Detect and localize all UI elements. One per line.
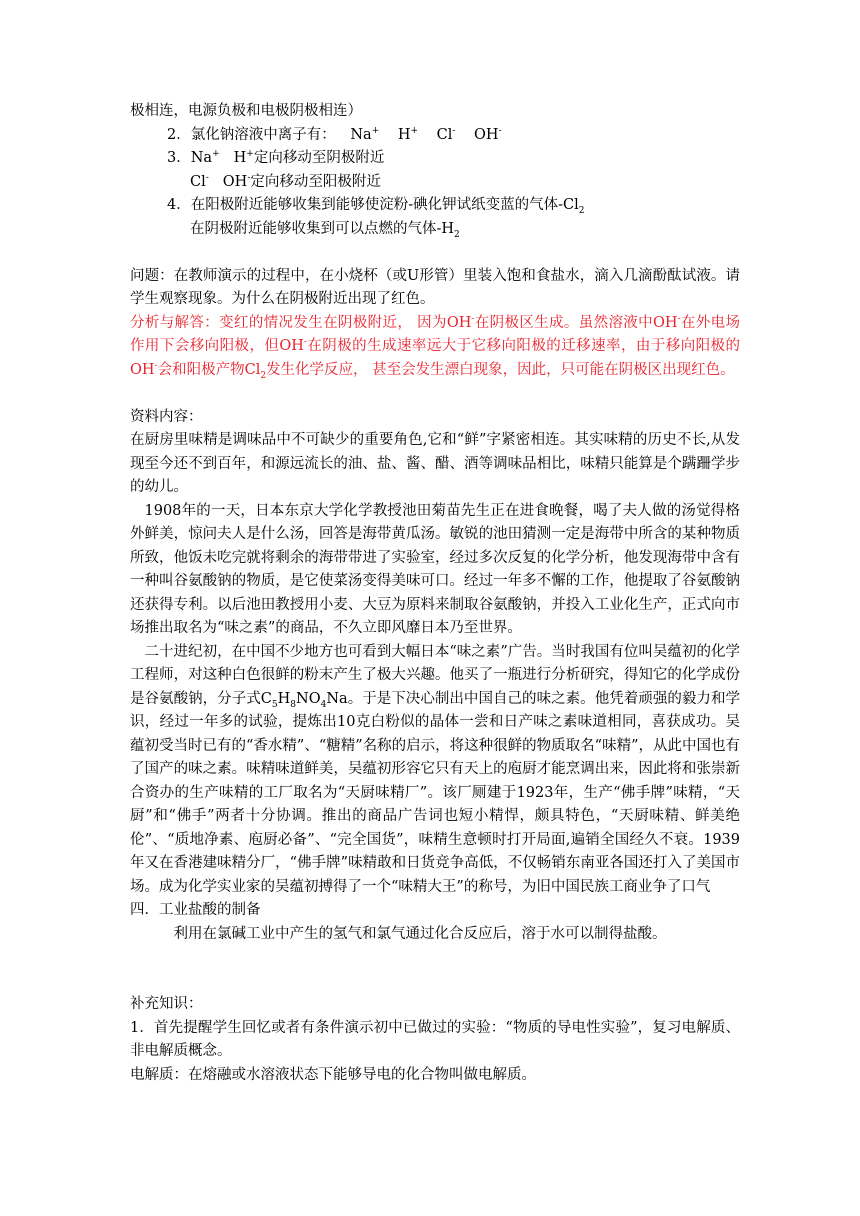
material-paragraph-1: 在厨房里味精是调味品中不可缺少的重要角色,它和“鲜”字紧密相连。其实味精的历史不长,从发现至今还不到百年，和源远流长的油、盐、酱、醋、酒等调味品相比，味精只能算是个蹒跚学步的幼儿。	[130, 432, 740, 495]
list-item-2	[130, 124, 740, 148]
ion-h: H+	[397, 125, 419, 143]
analysis-paragraph: 分析与解答：变红的情况发生在阴极附近， 因为OH-在阴极区生成。虽然溶液中OH-在外电场作用下会移向阳极，但OH-在阴极的生成速率远大于它移向阳极的迁移速率，由于移向阳极的OH-会和阳极产物$Cl_2$发生化学反应， 甚至会发生漂白现象，因此，只可能在阴极区出现红色。	[130, 313, 741, 381]
ion-oh: OH-	[474, 125, 502, 143]
list-item-3b: Cl- OH-定向移动至阳极附近	[130, 171, 740, 195]
ion-oh: OH-	[222, 172, 251, 190]
list-item-2-label: 2．氯化钠溶液中离子有：	[167, 126, 336, 143]
document-page	[130, 100, 740, 1087]
section-4-text: 利用在氯碱工业中产生的氢气和氯气通过化合反应后，溶于水可以制得盐酸。	[173, 925, 667, 942]
list-item-4b: 在阴极附近能够收集到可以点燃的气体$-H_2$	[190, 220, 460, 240]
ion-cl: Cl-	[436, 125, 456, 143]
supplement-heading: 补充知识：	[130, 996, 203, 1012]
question-paragraph: 问题：在教师演示的过程中，在小烧杯（或U形管）里装入饱和食盐水，滴入几滴酚酞试液。请学生观察现象。为什么在阴极附近出现了红色。	[130, 267, 740, 307]
ion-h: H+	[233, 149, 254, 166]
intro-line: 极相连，电源负极和电极阴极相连）	[130, 103, 362, 119]
electrolyte-definition: 电解质：在熔融或水溶液状态下能够导电的化合物叫做电解质。	[130, 1066, 536, 1083]
ion-na: Na+	[190, 149, 220, 166]
ion-na: Na+	[350, 125, 380, 143]
section-4-heading: 四．工业盐酸的制备	[130, 902, 261, 918]
material-paragraph-3: 二十进纪初，在中国不少地方也可看到大幅日本“味之素”广告。当时我国有位叫吴蕴初的化学工程师，对这种白色很鲜的粉末产生了极大兴趣。他买了一瓶进行分析研究，得知它的化学成份是谷氨酸钠，分子式$C_5H_8NO_4Na$。于是下决心制出中国自己的味之素。他凭着顽强的毅力和学识，经过一年多的试验，提炼出10克白粉似的晶体一尝和日产味之素味道相同，喜获成功。吴蕴初受当时已有的“香水精”、“糖精”名称的启示，将这种很鲜的物质取名“味精”，从此中国也有了国产的味之素。味精味道鲜美，吴蕴初形容它只有天上的庖厨才能烹调出来，因此将和张崇新合资办的生产味精的工厂取名为“天厨味精厂”。该厂厕建于1923年，生产“佛手牌”味精，“天厨”和“佛手”两者十分协调。推出的商品广告词也短小精悍，颇具特色，“天厨味精、鲜美绝伦”、“质地净素、庖厨必备”、“完全国货”，味精生意顿时打开局面,遍销全国经久不衰。1939年又在香港建味精分厂，“佛手牌”味精敢和日货竞争高低，不仅畅销东南亚各国还打入了美国市场。成为化学实业家的吴蕴初搏得了一个“味精大王”的称号，为旧中国民族工商业争了口气	[130, 643, 740, 895]
material-heading: 资料内容：	[130, 408, 203, 425]
supplement-item-1: 1．首先提醒学生回忆或者有条件演示初中已做过的实验：“物质的导电性实验”，复习电解质、非电解质概念。	[130, 1019, 740, 1059]
list-item-4a: 4．在阳极附近能够收集到能够使淀粉-碘化钾试纸变蓝的气体$-Cl_2$	[167, 197, 585, 216]
ion-cl: Cl-	[190, 172, 209, 190]
list-item-3a: 3．Na+ H+定向移动至阴极附近	[130, 147, 740, 171]
material-paragraph-2: 1908年的一天，日本东京大学化学教授池田菊苗先生正在进食晚餐，喝了夫人做的汤觉得格外鲜美，惊问夫人是什么汤，回答是海带黄瓜汤。敏锐的池田猜测一定是海带中所含的某种物质所致，他饭未吃完就将剩余的海带带进了实验室，经过多次反复的化学分析，他发现海带中含有一种叫谷氨酸钠的物质，是它使菜汤变得美味可口。经过一年多不懈的工作，他提取了谷氨酸钠还获得专利。以后池田教授用小麦、大豆为原料来制取谷氨酸钠，并投入工业化生产，正式向市场推出取名为“味之素”的商品，不久立即风靡日本乃至世界。	[130, 502, 740, 636]
